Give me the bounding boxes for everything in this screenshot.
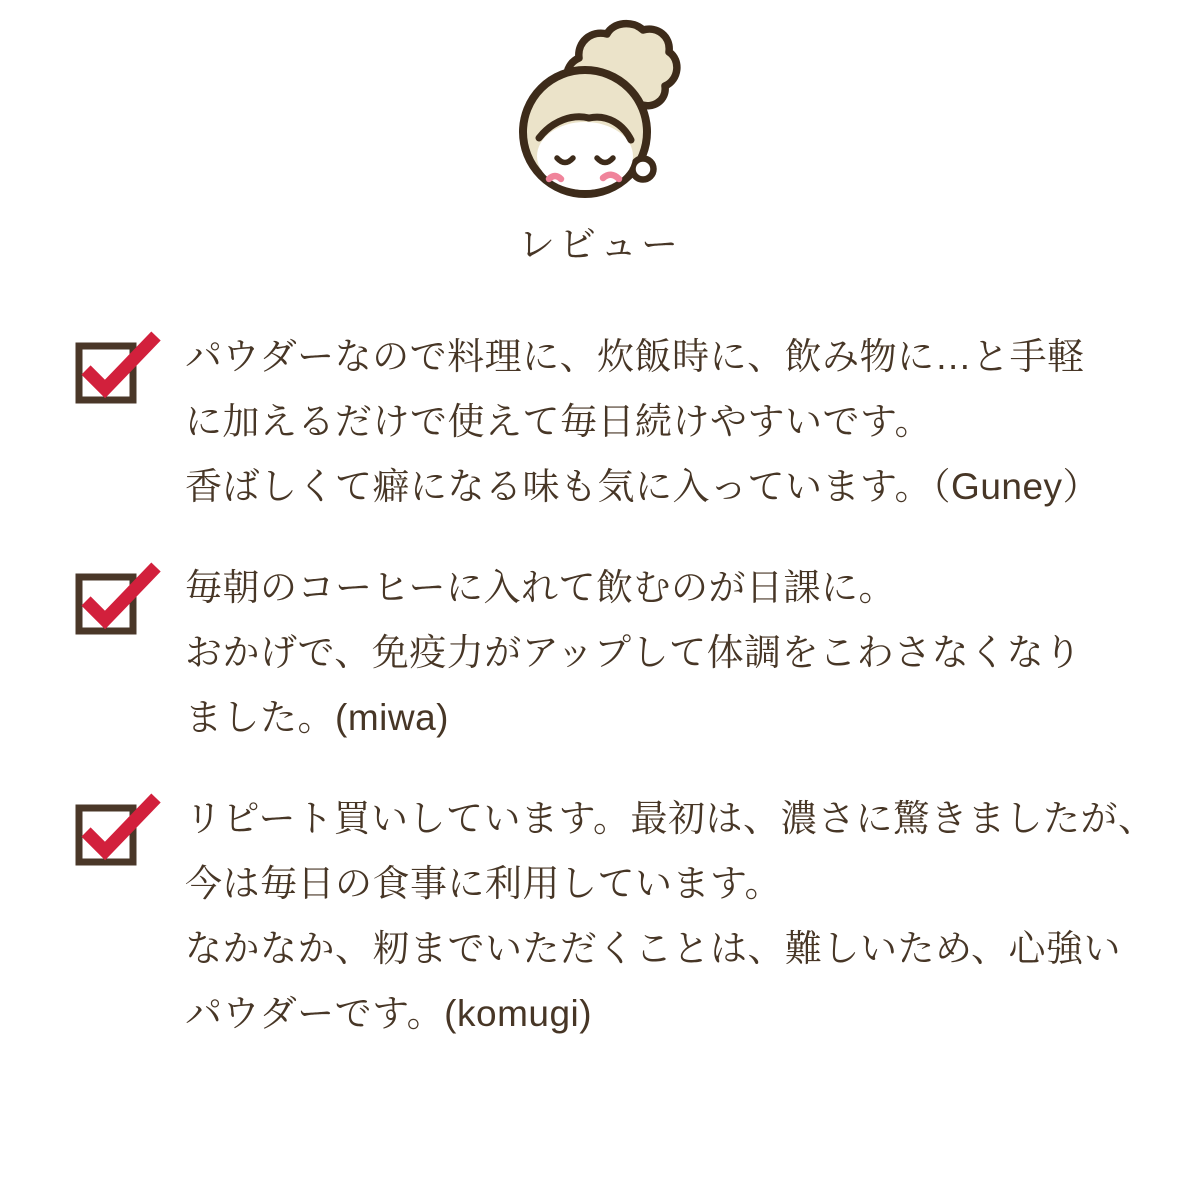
review-line: パウダーなので料理に、炊飯時に、飲み物に…と手軽 <box>185 336 1085 377</box>
review-line: おかげで、免疫力がアップして体調をこわさなくなり <box>185 632 1082 673</box>
review-line: 毎朝のコーヒーに入れて飲むのが日課に。 <box>185 567 897 608</box>
review-item-2 <box>0 555 1200 750</box>
review-line: に加えるだけで使えて毎日続けやすいです。 <box>185 401 933 442</box>
review-text <box>185 324 1100 519</box>
review-line: 今は毎日の食事に利用しています。 <box>185 863 783 904</box>
review-item-3 <box>0 786 1200 1046</box>
checkbox-checked-icon <box>72 559 164 637</box>
checkbox-checked-icon <box>72 790 164 868</box>
checkbox-checked-icon <box>72 328 164 406</box>
review-text <box>185 786 1156 1046</box>
review-item-1 <box>0 324 1200 519</box>
left-blush <box>549 176 561 179</box>
review-line: パウダーです。(komugi) <box>185 993 593 1034</box>
page-title: レビュー <box>518 224 682 265</box>
review-line: 香ばしくて癖になる味も気に入っています。（Guney） <box>185 466 1101 507</box>
review-header <box>0 0 1200 267</box>
review-text <box>185 555 1082 750</box>
reviewer-face-icon <box>511 22 689 217</box>
review-line: なかなか、籾までいただくことは、難しいため、心強い <box>185 928 1122 969</box>
review-line: リピート買いしています。最初は、濃さに驚きましたが、 <box>185 798 1156 839</box>
review-line: ました。(miwa) <box>185 697 449 738</box>
ear <box>633 159 654 180</box>
review-list <box>0 324 1200 1046</box>
